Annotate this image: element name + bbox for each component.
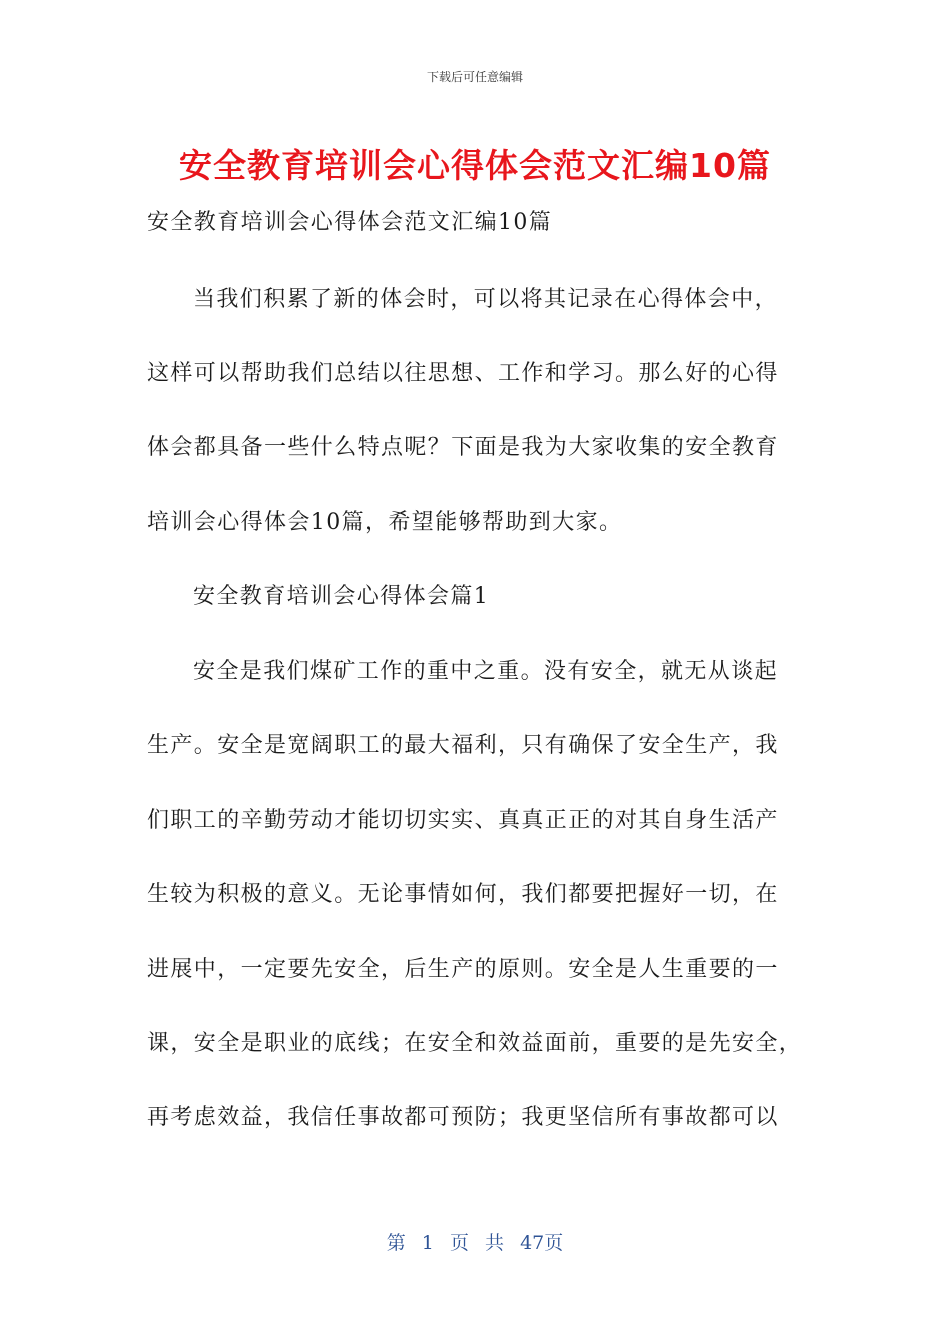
body-line: 培训会心得体会10篇，希望能够帮助到大家。 — [147, 510, 623, 535]
body-line: 们职工的辛勤劳动才能切切实实、真真正正的对其自身生活产 — [147, 808, 779, 833]
page-footer — [0, 1228, 950, 1255]
footer-total-pages: 47页 — [520, 1232, 564, 1254]
footer-prefix: 第 — [386, 1232, 406, 1254]
body-line: 课，安全是职业的底线；在安全和效益面前，重要的是先安全， — [147, 1031, 803, 1056]
body-line: 进展中，一定要先安全，后生产的原则。安全是人生重要的一 — [147, 957, 779, 982]
body-line: 再考虑效益，我信任事故都可预防；我更坚信所有事故都可以 — [147, 1105, 779, 1130]
body-line: 当我们积累了新的体会时，可以将其记录在心得体会中， — [193, 287, 779, 312]
body-line: 安全是我们煤矿工作的重中之重。没有安全，就无从谈起 — [193, 659, 779, 684]
header-note: 下载后可任意编辑 — [426, 70, 523, 84]
body-line: 体会都具备一些什么特点呢？下面是我为大家收集的安全教育 — [147, 435, 779, 460]
footer-total-label: 共 — [485, 1232, 505, 1254]
body-line: 安全教育培训会心得体会篇1 — [193, 584, 490, 609]
footer-current-page: 1 — [421, 1232, 434, 1254]
body-line: 这样可以帮助我们总结以往思想、工作和学习。那么好的心得 — [147, 361, 779, 386]
body-line: 安全教育培训会心得体会范文汇编10篇 — [147, 210, 553, 235]
footer-mid: 页 — [449, 1232, 469, 1254]
document-title: 安全教育培训会心得体会范文汇编10篇 — [179, 146, 771, 185]
body-line: 生产。安全是宽阔职工的最大福利，只有确保了安全生产，我 — [147, 733, 779, 758]
body-line: 生较为积极的意义。无论事情如何，我们都要把握好一切，在 — [147, 882, 779, 907]
